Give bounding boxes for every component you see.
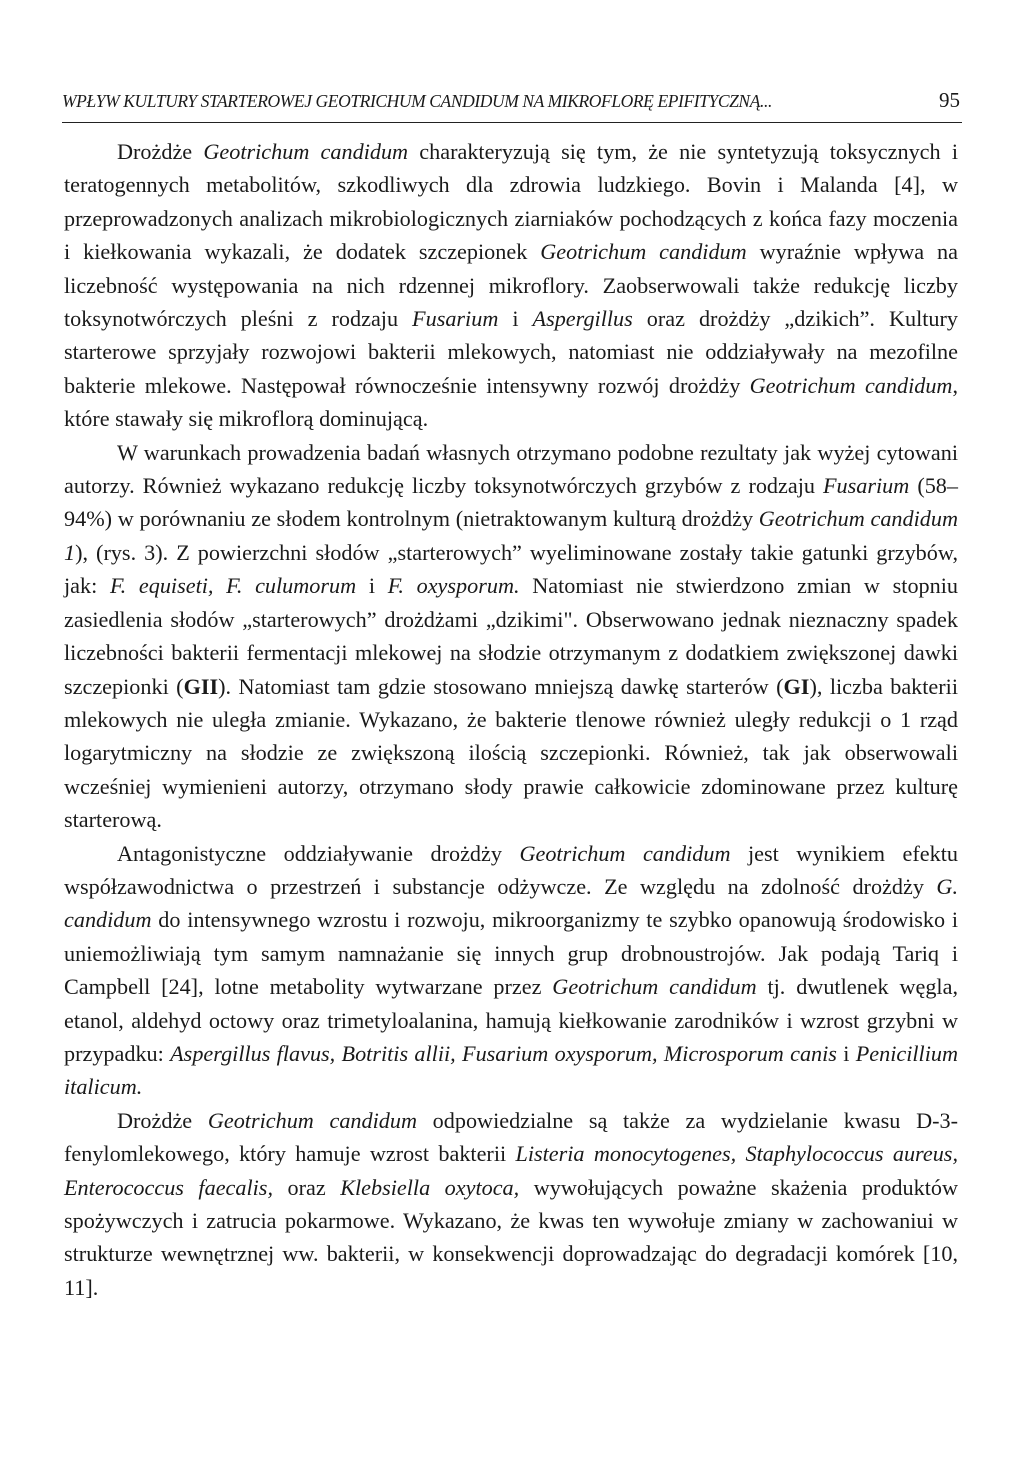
paragraph-3 bbox=[64, 837, 958, 1104]
text-run: Drożdże bbox=[117, 139, 204, 164]
italic-term: Penicillium italicum. bbox=[64, 1040, 959, 1100]
italic-term: Geotrichum candidum bbox=[552, 974, 757, 1000]
italic-term: Geotrichum candidum bbox=[749, 372, 953, 398]
italic-term: Geotrichum candidum bbox=[207, 1107, 417, 1133]
text-run: oraz drożdży „dzikich”. Kultury starterowe sprzyjały rozwojowi bakterii mlekowych, natomiast nie oddziaływały na mezofilne bakterie mlekowe. Następował równocześnie intensywny rozwój drożdży bbox=[64, 306, 958, 398]
text-run: wywołujących poważne skażenia produktów spożywczych i zatrucia pokarmowe. Wykazano, że kwas ten wywołuje zmiany w zachowaniui w strukturze wewnętrznej ww. bakterii, w konsekwencji doprowadzając do degradacji komórek [10, 11]. bbox=[64, 1174, 958, 1300]
text-run: , które stawały się mikroflorą dominującą. bbox=[64, 372, 958, 432]
text-run: ), (rys. 3). Z powierzchni słodów „starterowych” wyeliminowane zostały takie gatunki grzybów, jak: bbox=[64, 539, 958, 599]
text-run: i bbox=[356, 573, 388, 599]
text-run: charakteryzują się tym, że nie syntetyzują toksycznych i teratogennych metabolitów, szkodliwych dla zdrowia ludzkiego. Bovin i Malanda [4], w przeprowadzonych analizach mikrobiologicznych ziarniaków pochodzących z końca fazy moczenia i kiełkowania wykazali, że dodatek szczepionek bbox=[64, 139, 958, 265]
text-run: jest wynikiem efektu współzawodnictwa o przestrzeń i substancje odżywcze. Ze względu na zdolność drożdży bbox=[64, 840, 958, 899]
italic-term: F. equiseti, F. culumorum bbox=[109, 573, 357, 599]
italic-term: Aspergillus flavus, Botritis allii, Fusarium oxysporum, Microsporum canis bbox=[170, 1040, 837, 1066]
italic-term: Listeria monocytogenes, Staphylococcus aureus, Enterococcus faecalis, bbox=[64, 1141, 958, 1200]
italic-term: Geotrichum candidum bbox=[540, 239, 747, 265]
italic-term: Geotrichum candidum 1 bbox=[64, 506, 958, 565]
bold-term: GI bbox=[783, 673, 810, 699]
text-run: Natomiast nie stwierdzono zmian w stopniu zasiedlenia słodów „starterowych” drożdżami „dzikimi". Obserwowano jednak nieznaczny spadek liczebności bakterii fermentacji mlekowej na słodzie otrzymanym z dodatkiem zwiększonej dawki szczepionki ( bbox=[64, 573, 958, 699]
text-run: Antagonistyczne oddziaływanie drożdży bbox=[117, 840, 520, 866]
text-run: do intensywnego wzrostu i rozwoju, mikroorganizmy te szybko opanowują środowisko i uniemożliwiają tym samym namnażanie się innych grup drobnoustrojów. Jak podają Tariq i Campbell [24], lotne metabolity wytwarzane przez bbox=[64, 907, 958, 1000]
italic-term: Aspergillus bbox=[532, 306, 633, 332]
text-run: oraz bbox=[273, 1174, 341, 1200]
body-text bbox=[64, 135, 958, 1304]
italic-term: Geotrichum candidum bbox=[519, 840, 731, 866]
page-number: 95 bbox=[939, 88, 960, 112]
text-run: ). Natomiast tam gdzie stosowano mniejszą dawkę starterów ( bbox=[218, 673, 784, 699]
text-run: i bbox=[498, 306, 533, 332]
italic-term: G. candidum bbox=[64, 873, 958, 933]
text-run: Drożdże bbox=[117, 1107, 208, 1133]
text-run: wyraźnie wpływa na liczebność występowania na nich rdzennej mikroflory. Zaobserwowali także redukcję liczby toksynotwórczych pleśni z rodzaju bbox=[64, 239, 958, 332]
running-title: WPŁYW KULTURY STARTEROWEJ GEOTRICHUM CANDIDUM NA MIKROFLORĘ EPIFITYCZNĄ... bbox=[62, 91, 772, 111]
text-run: W warunkach prowadzenia badań własnych otrzymano podobne rezultaty jak wyżej cytowani autorzy. Również wykazano redukcję liczby toksynotwórczych grzybów z rodzaju bbox=[64, 439, 958, 499]
italic-term: F. oxysporum. bbox=[387, 573, 520, 599]
paragraph-4 bbox=[64, 1104, 958, 1304]
italic-term: Fusarium bbox=[823, 473, 910, 499]
bold-term: GII bbox=[183, 673, 219, 699]
text-run: i bbox=[836, 1040, 856, 1066]
text-run: ), liczba bakterii mlekowych nie uległa zmianie. Wykazano, że bakterie tlenowe również uległy redukcji o 1 rząd logarytmiczny na słodzie ze zwiększoną ilością szczepionki. Również, tak jak obserwowali wcześniej wymienieni autorzy, otrzymano słody prawie całkowicie zdominowane przez kulturę starterową. bbox=[64, 673, 958, 833]
italic-term: Geotrichum candidum bbox=[203, 139, 409, 164]
italic-term: Klebsiella oxytoca, bbox=[340, 1174, 520, 1200]
running-header bbox=[62, 88, 962, 123]
text-run: tj. dwutlenek węgla, etanol, aldehyd octowy oraz trimetyloalanina, hamują kiełkowanie zarodników i wzrost grzybni w przypadku: bbox=[64, 974, 958, 1066]
paragraph-1 bbox=[64, 135, 958, 436]
text-run: (58–94%) w porównaniu ze słodem kontrolnym (nietraktowanym kulturą drożdży bbox=[64, 473, 958, 532]
italic-term: Fusarium bbox=[412, 306, 499, 332]
text-run: odpowiedzialne są także za wydzielanie kwasu D-3-fenylomlekowego, który hamuje wzrost bakterii bbox=[64, 1107, 958, 1167]
paragraph-2 bbox=[64, 436, 958, 837]
